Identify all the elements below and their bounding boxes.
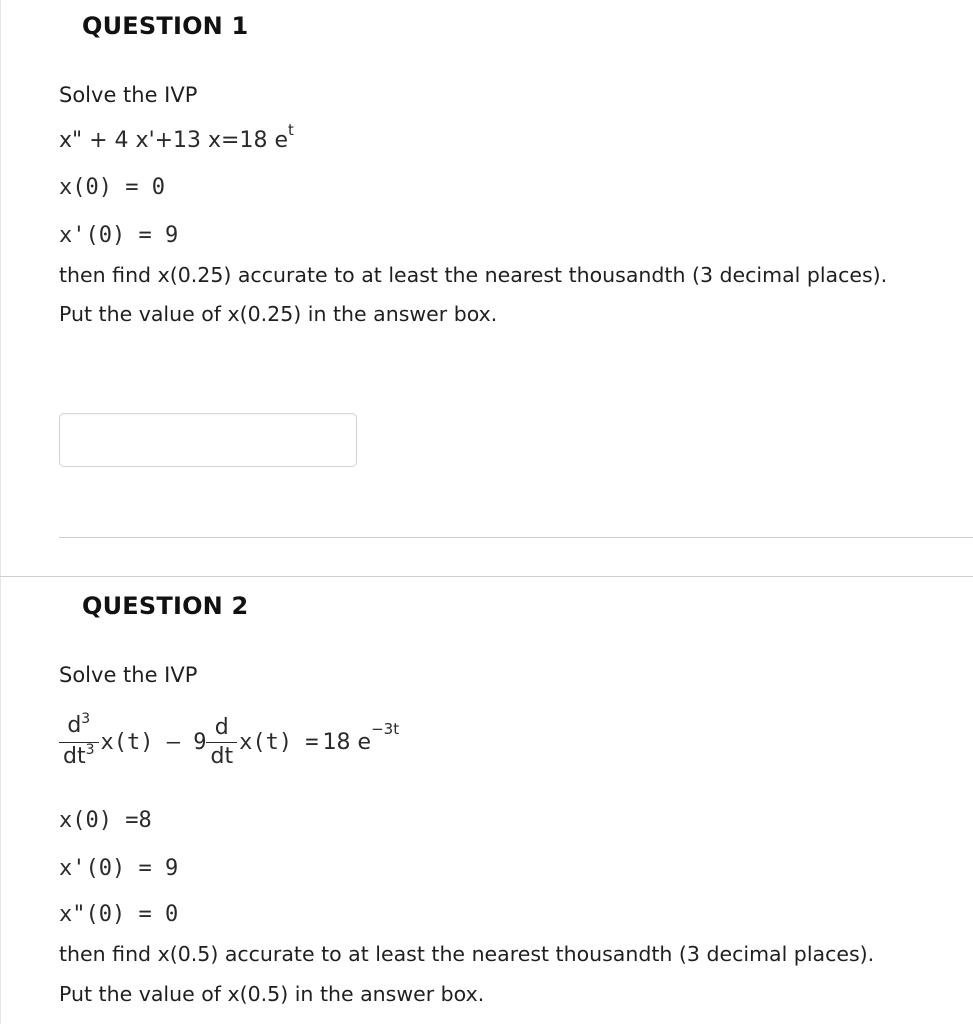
frac1-numerator: d xyxy=(67,712,82,738)
frac1-denominator-exponent: 3 xyxy=(85,741,95,758)
left-border xyxy=(0,0,1,1024)
question-2-heading: QUESTION 2 xyxy=(82,592,249,620)
question-1-prompt: Solve the IVP xyxy=(59,83,198,107)
question-2-initial-condition-3: x"(0) = 0 xyxy=(59,902,179,927)
question-1-divider xyxy=(59,537,973,538)
question-1-initial-condition-1: x(0) = 0 xyxy=(59,175,165,200)
frac2-denominator: dt xyxy=(210,743,234,769)
question-1-instruction-2: Put the value of x(0.25) in the answer box. xyxy=(59,302,498,326)
ode-term-1: x(t) – 9 xyxy=(100,729,207,755)
question-2-instruction-2: Put the value of x(0.5) in the answer box. xyxy=(59,982,485,1006)
question-1-initial-condition-2: x'(0) = 9 xyxy=(59,223,179,248)
question-2-ode xyxy=(59,702,399,782)
ode-term-2: x(t) = xyxy=(239,729,319,755)
question-1-ode-exponent: t xyxy=(288,120,294,139)
question-1-instruction-1: then find x(0.25) accurate to at least the nearest thousandth (3 decimal places). xyxy=(59,263,888,287)
question-1-ode xyxy=(59,120,294,153)
ode-rhs-base: 18 e xyxy=(322,729,372,755)
question-2-prompt: Solve the IVP xyxy=(59,663,198,687)
frac1-denominator: dt xyxy=(63,743,86,769)
question-1-ode-lhs: x" + 4 x'+13 x=18 e xyxy=(59,128,289,153)
question-separator xyxy=(0,576,973,577)
question-1-heading: QUESTION 1 xyxy=(82,12,249,40)
third-derivative-fraction xyxy=(59,712,99,773)
question-2-instruction-1: then find x(0.5) accurate to at least the nearest thousandth (3 decimal places). xyxy=(59,942,875,966)
frac1-numerator-exponent: 3 xyxy=(81,710,91,727)
question-2-initial-condition-1: x(0) =8 xyxy=(59,808,152,833)
first-derivative-fraction xyxy=(206,714,237,771)
ode-rhs xyxy=(322,720,400,755)
question-2-initial-condition-2: x'(0) = 9 xyxy=(59,856,179,881)
ode-rhs-exponent: −3t xyxy=(371,720,400,739)
question-1-answer-input[interactable] xyxy=(59,413,357,467)
frac2-numerator: d xyxy=(214,714,229,740)
